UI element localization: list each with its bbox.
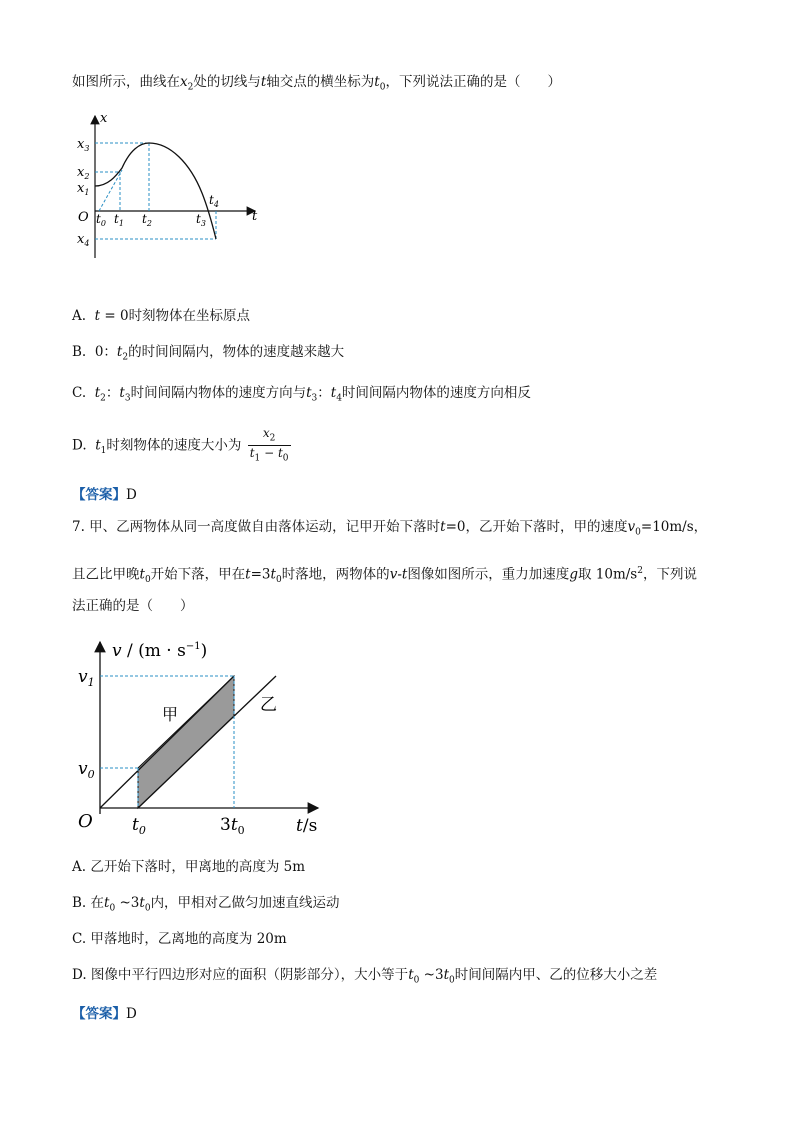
q7-label-t-axis: t/s — [296, 816, 318, 836]
q6-stem-var: t — [260, 74, 267, 90]
q7-label-origin: O — [78, 811, 93, 832]
frac-var: t — [277, 446, 283, 461]
q6-stem-part: 处的切线与 — [193, 74, 261, 90]
option-text: = 0 — [100, 308, 129, 324]
option-var: t — [94, 308, 101, 324]
q7-text: =0，乙开始下落时，甲的速度 — [445, 519, 628, 535]
q7-text: 取 10m/s — [577, 566, 638, 583]
q7-stem-line2 — [72, 561, 697, 590]
frac-sub: 0 — [282, 453, 289, 464]
q7-label-v1: $v_1$ — [78, 667, 95, 689]
option-text: ： — [105, 385, 120, 401]
q7-var: t — [270, 566, 276, 583]
answer-tag: 【答案】 — [72, 1006, 126, 1022]
q7-label-jia: 甲 — [162, 705, 179, 724]
option-text: 时刻物体的速度大小为 — [106, 437, 242, 454]
q7-text: 时落地，两物体的 — [281, 566, 390, 583]
option-var: t — [443, 967, 449, 983]
q6-stem — [72, 72, 561, 98]
option-text: 的时间间隔内，物体的速度越来越大 — [128, 344, 345, 360]
q6-label-t3: $t_3$ — [196, 212, 206, 228]
q6-label-origin: O — [78, 210, 89, 225]
q7-label-t0: $t_0$ — [132, 815, 146, 837]
option-var: t — [139, 895, 145, 911]
q7-var: t — [245, 566, 251, 583]
q6-label-x1: $x_1$ — [77, 181, 90, 197]
option-sub: 3 — [124, 393, 131, 404]
option-sub: 3 — [311, 393, 318, 404]
q6-label-t1: $t_1$ — [114, 212, 124, 228]
option-sub: 2 — [122, 352, 129, 363]
q6-stem-sub: 0 — [379, 82, 386, 93]
frac-var: t — [249, 446, 255, 461]
fraction-denominator — [248, 446, 291, 465]
q7-label-yi: 乙 — [260, 695, 277, 715]
option-text: 内，甲相对乙做匀加速直线运动 — [150, 895, 340, 911]
option-text: 时间间隔内物体的速度方向与 — [130, 385, 307, 401]
q6-label-x2: $x_2$ — [77, 165, 90, 181]
q7-label-3t0: $3t_0$ — [220, 815, 245, 837]
q6-label-x: x — [100, 111, 108, 126]
q6-stem-part: ，下列说法正确的是（ ） — [385, 74, 561, 90]
option-sub: 1 — [100, 446, 107, 457]
q6-option-c — [72, 383, 531, 409]
option-letter: C. — [72, 385, 87, 401]
q6-stem-var: t — [374, 74, 380, 90]
q7-var: t — [440, 519, 446, 535]
q6-stem-var: x — [180, 74, 188, 90]
fraction-numerator — [248, 426, 291, 446]
q7-line-jia — [100, 676, 234, 808]
option-sub: 0 — [109, 903, 116, 914]
option-text: ~3 — [419, 967, 444, 983]
q7-answer — [72, 1002, 137, 1022]
q6-answer — [72, 483, 137, 503]
q7-var: t — [139, 566, 145, 583]
q6-label-t4: $t_4$ — [209, 193, 219, 209]
q7-text: =10m/s， — [640, 519, 708, 535]
q7-text: ，下列说 — [642, 566, 697, 583]
q7-var: v-t — [389, 566, 408, 583]
option-letter: A. — [72, 308, 87, 324]
q6-label-x4: $x_4$ — [77, 232, 90, 248]
option-text: D. 图像中平行四边形对应的面积（阴影部分），大小等于 — [72, 967, 409, 983]
q6-xt-graph — [70, 108, 270, 263]
option-text: B. 在 — [72, 895, 105, 911]
option-text: 时刻物体在坐标原点 — [128, 308, 251, 324]
q7-var: g — [569, 566, 578, 583]
q7-vt-graph — [72, 634, 332, 842]
q7-option-b — [72, 893, 340, 919]
q6-stem-sub: 2 — [187, 82, 194, 93]
option-var: t — [119, 385, 125, 401]
q7-line-yi — [138, 676, 276, 808]
velocity-fraction — [248, 426, 291, 466]
q7-var: v — [627, 519, 636, 535]
option-letter: D. — [72, 437, 87, 454]
frac-op: − — [260, 446, 278, 461]
q7-text: =3 — [250, 566, 271, 583]
q7-sub: 0 — [144, 575, 151, 586]
option-text: ~3 — [115, 895, 140, 911]
q7-sub: 0 — [275, 575, 282, 586]
q6-option-b — [72, 342, 344, 368]
option-sub: 0 — [144, 903, 151, 914]
q7-option-a: A. 乙开始下落时，甲离地的高度为 5m — [72, 859, 306, 875]
q7-text: 7. 甲、乙两物体从同一高度做自由落体运动，记甲开始下落时 — [72, 519, 441, 535]
option-sub: 2 — [100, 393, 106, 404]
q7-shaded-parallelogram — [138, 676, 234, 808]
q6-option-d — [72, 426, 291, 469]
option-sub: 4 — [336, 393, 342, 404]
q7-text: 且乙比甲晚 — [72, 566, 140, 583]
answer-value: D — [126, 1006, 137, 1022]
q7-option-c: C. 甲落地时，乙离地的高度为 20m — [72, 931, 287, 947]
q7-sub: 0 — [635, 527, 641, 538]
q6-option-a — [72, 306, 250, 326]
option-letter: B. — [72, 344, 87, 360]
q7-stem-line1 — [72, 517, 707, 543]
q7-label-v0: $v_0$ — [78, 759, 95, 781]
option-var: t — [408, 967, 414, 983]
answer-tag: 【答案】 — [72, 487, 126, 503]
option-sub: 0 — [413, 975, 420, 986]
q6-label-x3: $x_3$ — [77, 137, 90, 153]
option-var: t — [116, 344, 123, 360]
option-text: ： — [317, 385, 331, 401]
q7-text: 图像如图所示，重力加速度 — [407, 566, 570, 583]
option-var: t — [95, 437, 101, 454]
q6-stem-part: 如图所示，曲线在 — [72, 74, 180, 90]
frac-var: x — [262, 426, 270, 440]
option-var: t — [330, 385, 337, 401]
option-var: t — [104, 895, 110, 911]
option-var: t — [306, 385, 312, 401]
q7-label-v-axis: $v / (m \cdot s^{-1})$ — [112, 641, 208, 661]
option-text: 时间间隔内物体的速度方向相反 — [341, 385, 531, 401]
option-var: t — [94, 385, 101, 401]
option-text: 时间间隔内甲、乙的位移大小之差 — [454, 967, 658, 983]
q7-sup: 2 — [637, 566, 643, 576]
frac-sub: 1 — [254, 453, 261, 464]
option-text: 0： — [94, 344, 117, 360]
option-sub: 0 — [449, 975, 455, 986]
q7-text: 开始下落，甲在 — [150, 566, 246, 583]
q6-stem-part: 轴交点的横坐标为 — [266, 74, 375, 90]
answer-value: D — [126, 487, 137, 503]
q7-stem-line3: 法正确的是（ ） — [72, 598, 194, 614]
q7-option-d — [72, 965, 657, 991]
q6-label-t2: $t_2$ — [142, 212, 152, 228]
frac-sub: 2 — [269, 433, 276, 444]
q6-label-t0: $t_0$ — [96, 212, 106, 228]
q6-label-t: t — [252, 209, 258, 224]
